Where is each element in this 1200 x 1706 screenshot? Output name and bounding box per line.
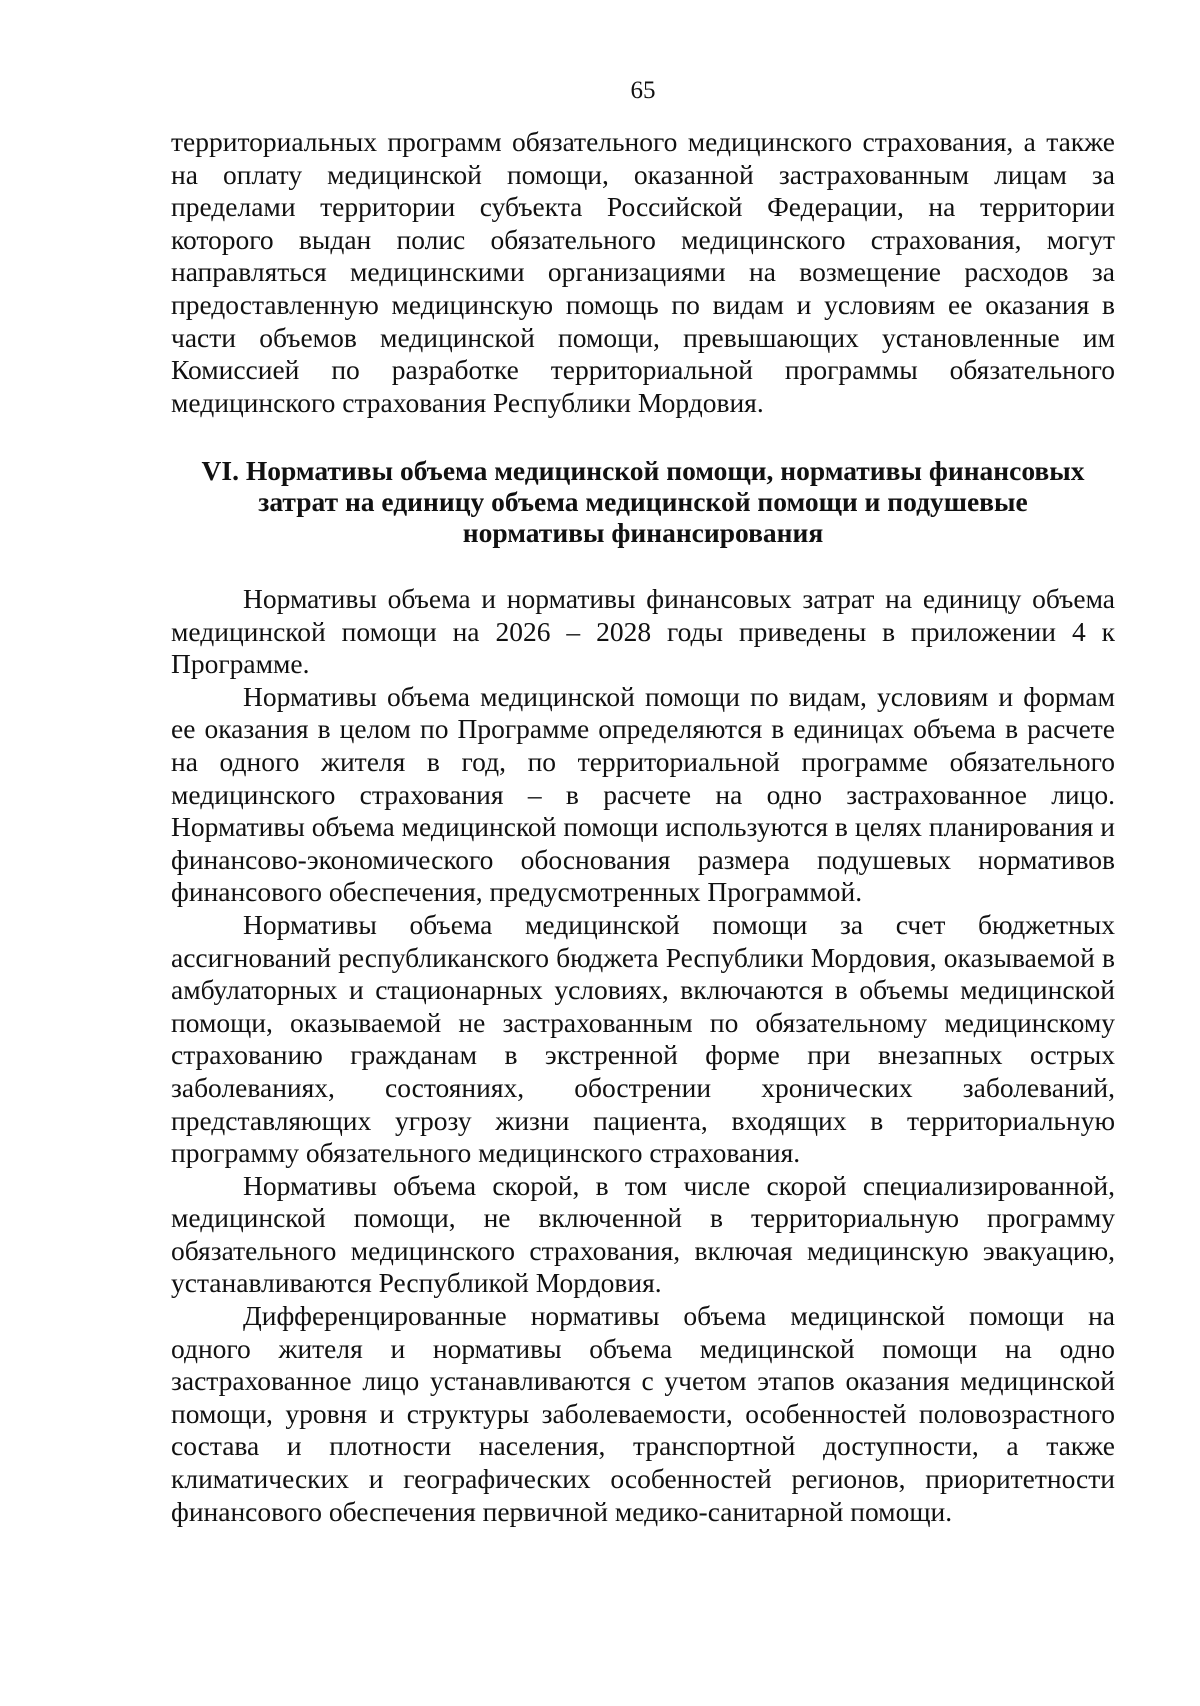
- intro-text: [171, 126, 1115, 419]
- section-paragraph-2: Нормативы объема медицинской помощи по видам, условиям и формам ее оказания в целом по Программе определяются в единицах объема в расчете на одного жителя в год, по территориальной программе обязательного медицинского страхования – в расчете на одно застрахованное лицо. Нормативы объема медицинской помощи используются в целях планирования и финансово-экономического обоснования размера подушевых нормативов финансового обеспечения, предусмотренных Программой.: [171, 680, 1115, 908]
- intro-paragraph: территориальных программ обязательного медицинского страхования, а также на оплату медицинской помощи, оказанной застрахованным лицам за пределами территории субъекта Российской Федерации, на территории которого выдан полис обязательного медицинского страхования, могут направляться медицинскими организациями на возмещение расходов за предоставленную медицинскую помощь по видам и условиям ее оказания в части объемов медицинской помощи, превышающих установленные им Комиссией по разработке территориальной программы обязательного медицинского страхования Республики Мордовия.: [171, 126, 1115, 418]
- section-body: [171, 583, 1115, 1528]
- section-heading-line-2: затрат на единицу объема медицинской помощи и подушевые: [258, 486, 1028, 517]
- section-paragraph-1: Нормативы объема и нормативы финансовых затрат на единицу объема медицинской помощи на 2026 – 2028 годы приведены в приложении 4 к Программе.: [171, 583, 1115, 680]
- section-heading-line-1: VI. Нормативы объема медицинской помощи, нормативы финансовых: [201, 455, 1085, 486]
- section-heading: [171, 455, 1115, 548]
- section-heading-line-3: нормативы финансирования: [462, 517, 824, 548]
- section-paragraph-4: Нормативы объема скорой, в том числе скорой специализированной, медицинской помощи, не включенной в территориальную программу обязательного медицинского страхования, включая медицинскую эвакуацию, устанавливаются Республикой Мордовия.: [171, 1169, 1115, 1299]
- section-paragraph-5: Дифференцированные нормативы объема медицинской помощи на одного жителя и нормативы объема медицинской помощи на одно застрахованное лицо устанавливаются с учетом этапов оказания медицинской помощи, уровня и структуры заболеваемости, особенностей половозрастного состава и плотности населения, транспортной доступности, а также климатических и географических особенностей регионов, приоритетности финансового обеспечения первичной медико-санитарной помощи.: [171, 1300, 1115, 1527]
- section-paragraph-3: Нормативы объема медицинской помощи за счет бюджетных ассигнований республиканского бюджета Республики Мордовия, оказываемой в амбулаторных и стационарных условиях, включаются в объемы медицинской помощи, оказываемой не застрахованным по обязательному медицинскому страхованию гражданам в экстренной форме при внезапных острых заболеваниях, состояниях, обострении хронических заболеваний, представляющих угрозу жизни пациента, входящих в территориальную программу обязательного медицинского страхования.: [171, 908, 1115, 1169]
- page-number: 65: [630, 77, 656, 104]
